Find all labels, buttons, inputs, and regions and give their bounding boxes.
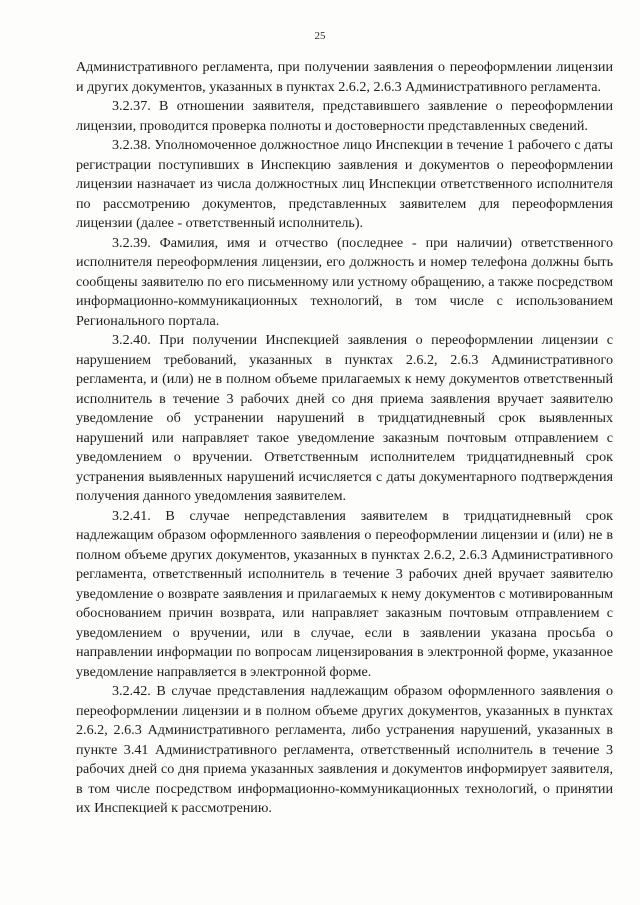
paragraph-3-2-42: 3.2.42. В случае представления надлежащим образом оформленного заявления о переоформлении лицензии и в полном объеме других документов, указанных в пунктах 2.6.2, 2.6.3 Административного регламента, либо устранения нарушений, указанных в пункте 3.41 Административного регламента, ответственный исполнитель в течение 3 рабочих дней со дня приема указанных заявления и документов информирует заявителя, в том числе посредством информационно-коммуникационных технологий, о принятии их Инспекцией к рассмотрению. xyxy=(76,683,613,816)
paragraph-3-2-38: 3.2.38. Уполномоченное должностное лицо Инспекции в течение 1 рабочего с даты регистрации поступивших в Инспекцию заявления и документов о переоформлении лицензии назначает из числа должностных лиц Инспекции ответственного исполнителя по рассмотрению документов, представленных заявителем для переоформления лицензии (далее - ответственный исполнитель). xyxy=(76,137,613,231)
paragraph-3-2-37: 3.2.37. В отношении заявителя, представившего заявление о переоформлении лицензии, проводится проверка полноты и достоверности представленных сведений. xyxy=(76,98,613,134)
page-number: 25 xyxy=(314,30,326,42)
paragraph-continuation: Административного регламента, при получении заявления о переоформлении лицензии и других документов, указанных в пунктах 2.6.2, 2.6.3 Административного регламента. xyxy=(76,59,613,95)
document-body xyxy=(76,58,613,819)
paragraph-3-2-40: 3.2.40. При получении Инспекцией заявления о переоформлении лицензии с нарушением требований, указанных в пунктах 2.6.2, 2.6.3 Административного регламента, и (или) не в полном объеме прилагаемых к нему документов ответственный исполнитель в течение 3 рабочих дней со дня приема заявления вручает заявителю уведомление об устранении нарушений в тридцатидневный срок выявленных нарушений или направляет такое уведомление заказным почтовым отправлением с уведомлением о вручении. Ответственным исполнителем тридцатидневный срок устранения выявленных нарушений исчисляется с даты документарного подтверждения получения данного уведомления заявителем. xyxy=(76,332,613,504)
paragraph-3-2-39: 3.2.39. Фамилия, имя и отчество (последнее - при наличии) ответственного исполнителя переоформления лицензии, его должность и номер телефона должны быть сообщены заявителю по его письменному или устному обращению, а также посредством информационно-коммуникационных технологий, в том числе с использованием Регионального портала. xyxy=(76,234,613,329)
paragraph-3-2-41: 3.2.41. В случае непредставления заявителем в тридцатидневный срок надлежащим образом оформленного заявления о переоформлении лицензии и (или) не в полном объеме других документов, указанных в пунктах 2.6.2, 2.6.3 Административного регламента, ответственный исполнитель в течение 3 рабочих дней вручает заявителю уведомление о возврате заявления и прилагаемых к нему документов с мотивированным обоснованием причин возврата, или направляет заказным почтовым отправлением с уведомлением о вручении, или в случае, если в заявлении указана просьба о направлении информации по вопросам лицензирования в электронной форме, указанное уведомление направляется в электронной форме. xyxy=(76,507,613,680)
